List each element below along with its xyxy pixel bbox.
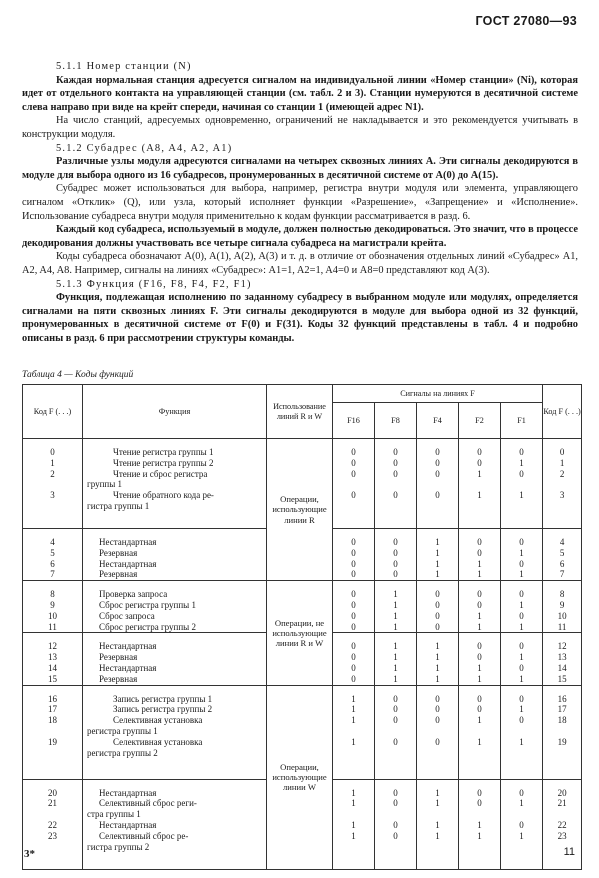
signal-f2-cell (459, 581, 501, 633)
cell-value (333, 479, 374, 490)
cell-value: 0 (351, 537, 356, 547)
function-name: Чтение обратного кода ре- (113, 490, 214, 501)
cell-value: 1 (435, 641, 440, 652)
cell-value: 0 (477, 447, 482, 457)
cell-value: 3 (50, 490, 55, 501)
header-signals: Сигналы на линиях F (333, 385, 543, 403)
cell-value: 0 (519, 662, 524, 673)
cell-value: 1 (351, 819, 356, 830)
table-caption: Таблица 4 — Коды функций (22, 370, 134, 380)
cell-value: 0 (393, 537, 398, 547)
cell-value: 0 (393, 693, 398, 704)
cell-value: 17 (48, 704, 57, 715)
cell-value: 0 (351, 599, 356, 610)
cell-value (333, 726, 374, 737)
cell-value: 0 (477, 457, 482, 468)
cell-value: 1 (519, 798, 524, 809)
cell-value: 19 (557, 736, 567, 747)
function-name: Нестандартная (99, 558, 157, 569)
signal-f8-cell (375, 685, 417, 779)
cell-value: 0 (393, 736, 398, 747)
function-name: Проверка запроса (99, 589, 168, 600)
cell-value: 0 (351, 457, 356, 468)
signal-f8-cell (375, 581, 417, 633)
signal-f2-cell (459, 633, 501, 685)
cell-value (459, 809, 500, 820)
signal-f16-cell (333, 529, 375, 581)
cell-value (543, 809, 581, 820)
code-cell (23, 439, 83, 529)
cell-value: 20 (48, 787, 57, 798)
cell-value: 1 (477, 662, 482, 673)
table-row (23, 581, 582, 633)
cell-value: 12 (48, 641, 57, 652)
code-cell-right (543, 581, 582, 633)
cell-value (23, 809, 82, 820)
signal-f8-cell (375, 439, 417, 529)
header-f16: F16 (333, 403, 375, 439)
cell-value: 1 (435, 673, 440, 684)
cell-value: 1 (477, 830, 482, 841)
cell-value: 0 (351, 662, 356, 673)
signal-f8-cell (375, 779, 417, 869)
cell-value: 12 (557, 641, 567, 652)
function-name: Нестандартная (99, 662, 157, 673)
code-cell-right (543, 779, 582, 869)
cell-value: 0 (519, 468, 524, 479)
cell-value: 0 (519, 641, 524, 652)
cell-value: 0 (351, 589, 356, 600)
table-row (23, 685, 582, 779)
cell-value: 1 (393, 641, 398, 652)
signal-f16-cell (333, 439, 375, 529)
cell-value: 8 (559, 589, 565, 600)
signal-f1-cell (501, 581, 543, 633)
cell-value: 0 (477, 787, 482, 798)
cell-value: 0 (393, 457, 398, 468)
function-cell (83, 779, 267, 869)
cell-value: 0 (477, 589, 482, 600)
cell-value: 1 (435, 819, 440, 830)
paragraph: Различные узлы модуля адресуются сигналами на четырех сквозных линиях A. Эти сигналы декодируются в модуле для выбора одного из 16 субадресов, пронумерованных в десятичной системе от A(0) до A(15). (22, 156, 578, 181)
cell-value (417, 479, 458, 490)
cell-value: 0 (435, 589, 440, 600)
cell-value: 2 (50, 468, 55, 479)
cell-value (417, 726, 458, 737)
cell-value: 0 (519, 589, 524, 600)
cell-value: 0 (393, 830, 398, 841)
usage-cell: Операции, использующие линии W (267, 685, 333, 869)
cell-value: 0 (477, 693, 482, 704)
cell-value: 0 (519, 693, 524, 704)
cell-value: 7 (50, 569, 55, 580)
cell-value: 0 (351, 558, 356, 569)
cell-value: 10 (48, 610, 57, 621)
document-code-header: ГОСТ 27080—93 (475, 14, 577, 28)
signal-f4-cell (417, 633, 459, 685)
cell-value: 1 (477, 558, 482, 569)
function-name: Нестандартная (99, 787, 157, 798)
cell-value: 1 (435, 830, 440, 841)
usage-cell: Операции, использующие линии R (267, 439, 333, 581)
cell-value: 1 (477, 621, 482, 632)
function-name: Селективная установка (113, 715, 203, 726)
cell-value: 0 (519, 558, 524, 569)
cell-value: 22 (557, 819, 567, 830)
function-cell (83, 633, 267, 685)
cell-value (375, 726, 416, 737)
signal-f16-cell (333, 779, 375, 869)
function-name: Запись регистра группы 2 (113, 704, 213, 715)
cell-value: 6 (559, 558, 565, 569)
signal-f16-cell (333, 633, 375, 685)
cell-value: 16 (557, 693, 567, 704)
cell-value: 13 (557, 652, 567, 663)
cell-value: 0 (351, 490, 356, 501)
cell-value: 1 (351, 715, 356, 726)
cell-value: 0 (393, 558, 398, 569)
cell-value: 20 (557, 787, 567, 798)
cell-value: 1 (477, 569, 482, 580)
cell-value (375, 809, 416, 820)
signal-f4-cell (417, 779, 459, 869)
cell-value: 1 (351, 704, 356, 715)
cell-value: 1 (393, 621, 398, 632)
signal-f2-cell (459, 685, 501, 779)
cell-value: 1 (519, 457, 524, 468)
cell-value: 0 (393, 798, 398, 809)
section-5-1-2-title: 5.1.2 Субадрес (A8, A4, A2, A1) (56, 142, 233, 154)
code-cell (23, 633, 83, 685)
function-name: Нестандартная (99, 819, 157, 830)
cell-value: 5 (559, 547, 565, 558)
cell-value: 0 (519, 715, 524, 726)
function-name: гистра группы 1 (87, 500, 150, 511)
cell-value: 0 (393, 490, 398, 501)
cell-value: 1 (393, 662, 398, 673)
signal-f2-cell (459, 529, 501, 581)
cell-value: 11 (48, 621, 57, 632)
cell-value: 1 (393, 652, 398, 663)
function-name: Сброс регистра группы 2 (99, 621, 196, 632)
cell-value: 0 (477, 704, 482, 715)
cell-value: 1 (477, 468, 482, 479)
cell-value: 1 (435, 787, 440, 798)
cell-value: 5 (50, 547, 55, 558)
signal-f1-cell (501, 685, 543, 779)
cell-value: 1 (435, 558, 440, 569)
cell-value (543, 726, 581, 737)
cell-value (23, 479, 82, 490)
function-name: Чтение регистра группы 1 (113, 447, 214, 457)
code-cell (23, 581, 83, 633)
function-name: Резервная (99, 569, 138, 580)
cell-value: 8 (50, 589, 55, 600)
function-name: регистра группы 1 (87, 725, 158, 736)
signal-f1-cell (501, 633, 543, 685)
function-name: Селективная установка (113, 736, 203, 747)
signal-f16-cell (333, 581, 375, 633)
function-name: регистра группы 2 (87, 747, 158, 758)
cell-value: 0 (559, 447, 565, 457)
cell-value: 0 (351, 569, 356, 580)
header-f1: F1 (501, 403, 543, 439)
cell-value (543, 479, 581, 490)
cell-value (375, 479, 416, 490)
cell-value: 16 (48, 693, 57, 704)
table-row (23, 439, 582, 529)
function-cell (83, 685, 267, 779)
function-name: Резервная (99, 673, 138, 684)
function-name: Селективный сброс ре- (99, 830, 189, 841)
cell-value: 21 (48, 798, 57, 809)
signal-f1-cell (501, 529, 543, 581)
cell-value: 1 (351, 787, 356, 798)
cell-value: 0 (477, 641, 482, 652)
cell-value: 11 (557, 621, 567, 632)
signal-f8-cell (375, 529, 417, 581)
code-cell-right (543, 685, 582, 779)
cell-value: 0 (351, 673, 356, 684)
cell-value: 1 (519, 621, 524, 632)
function-name: Нестандартная (99, 641, 157, 652)
usage-cell: Операции, не использующие линии R и W (267, 581, 333, 685)
header-f2: F2 (459, 403, 501, 439)
function-name: Резервная (99, 652, 138, 663)
section-5-1-1-title: 5.1.1 Номер станции (N) (56, 61, 192, 72)
signal-f2-cell (459, 779, 501, 869)
paragraph: Каждый код субадреса, используемый в модуле, должен полностью декодироваться. Это значит, что в процессе декодирования должны участвовать все четыре сигнала субадреса на магистрали крейта. (22, 224, 578, 249)
cell-value: 1 (477, 490, 482, 501)
cell-value: 0 (435, 610, 440, 621)
cell-value: 0 (477, 547, 482, 558)
cell-value: 2 (559, 468, 565, 479)
cell-value: 4 (50, 537, 55, 547)
cell-value: 1 (435, 537, 440, 547)
cell-value: 0 (351, 610, 356, 621)
function-name: Нестандартная (99, 537, 157, 547)
cell-value: 0 (351, 641, 356, 652)
paragraph: Субадрес может использоваться для выбора, например, регистра внутри модуля или элемента, управляющего сигналом «Отклик» (Q), или узла, который исполняет функции «Разрешение», «Запрещение» и «Исполнение». Использование субадреса внутри модуля применительно к кодам функции рассматривается в разд. 6. (22, 183, 578, 222)
cell-value: 0 (435, 457, 440, 468)
cell-value: 0 (477, 537, 482, 547)
paragraph: Каждая нормальная станция адресуется сигналом на индивидуальной линии «Номер станции» (Ni), которая идет от отдельного контакта на управляющей станции (см. табл. 2 и 3). Станции нумеруются в десятичной системе слева направо при виде на крейт спереди, начиная со станции 1 (имеющей адрес N1). (22, 74, 578, 113)
cell-value: 4 (559, 537, 565, 547)
cell-value: 1 (519, 547, 524, 558)
cell-value: 1 (519, 673, 524, 684)
code-cell-right (543, 529, 582, 581)
cell-value: 0 (393, 447, 398, 457)
function-name: стра группы 1 (87, 809, 141, 820)
code-cell (23, 685, 83, 779)
signal-f1-cell (501, 779, 543, 869)
function-name: Запись регистра группы 1 (113, 693, 213, 704)
cell-value (333, 809, 374, 820)
function-cell (83, 581, 267, 633)
cell-value: 0 (393, 715, 398, 726)
cell-value: 1 (351, 830, 356, 841)
cell-value: 0 (393, 569, 398, 580)
header-usage: Использование линий R и W (267, 385, 333, 439)
header-code: Код F (. . .) (23, 385, 83, 439)
cell-value (459, 479, 500, 490)
cell-value: 9 (559, 599, 565, 610)
cell-value: 1 (435, 652, 440, 663)
paragraph: Коды субадреса обозначают A(0), A(1), A(2), A(3) и т. д. в отличие от обозначения отдельных линий «Субадрес» A1, A2, A4, A8. Например, сигналы на линиях «Субадрес»: A1=1, A2=1, A4=0 и A8=0 представляют код A(3). (22, 251, 578, 276)
cell-value: 18 (48, 715, 57, 726)
page-mark: 3* (24, 848, 35, 860)
cell-value: 1 (519, 704, 524, 715)
cell-value: 7 (559, 569, 565, 580)
cell-value: 0 (351, 621, 356, 632)
cell-value: 0 (435, 715, 440, 726)
cell-value: 17 (557, 704, 567, 715)
cell-value: 0 (519, 819, 524, 830)
cell-value: 0 (351, 652, 356, 663)
cell-value: 0 (435, 599, 440, 610)
header-f4: F4 (417, 403, 459, 439)
cell-value (459, 726, 500, 737)
cell-value: 10 (557, 610, 567, 621)
cell-value: 1 (435, 569, 440, 580)
function-name: Сброс регистра группы 1 (99, 599, 196, 610)
cell-value: 1 (393, 673, 398, 684)
cell-value: 1 (351, 798, 356, 809)
cell-value: 14 (557, 662, 567, 673)
cell-value: 0 (435, 447, 440, 457)
cell-value: 0 (393, 468, 398, 479)
function-name: Чтение регистра группы 2 (113, 457, 214, 468)
cell-value (23, 726, 82, 737)
cell-value: 0 (351, 468, 356, 479)
cell-value: 1 (393, 589, 398, 600)
cell-value (417, 809, 458, 820)
paragraph: Функция, подлежащая исполнению по заданному субадресу в выбранном модуле или модулях, определяется сигналами на пяти сквозных линиях F. Эти сигналы декодируются в модуле для выбора одной из 32 функций, пронумерованных в десятичной системе от F(0) и F(31). Коды 32 функций представлены в табл. 4 и подробно описаны в разд. 6 при рассмотрении структуры команды. (22, 292, 578, 344)
cell-value (501, 809, 542, 820)
cell-value: 0 (519, 447, 524, 457)
cell-value: 0 (435, 621, 440, 632)
cell-value: 0 (351, 447, 356, 457)
cell-value: 0 (393, 787, 398, 798)
cell-value: 1 (393, 599, 398, 610)
cell-value: 1 (519, 599, 524, 610)
cell-value: 1 (519, 569, 524, 580)
function-name: Резервная (99, 547, 138, 558)
cell-value (501, 479, 542, 490)
signal-f1-cell (501, 439, 543, 529)
cell-value: 21 (557, 798, 567, 809)
signal-f8-cell (375, 633, 417, 685)
function-name: Сброс запроса (99, 610, 155, 621)
document-body (22, 60, 578, 345)
function-codes-table (22, 384, 582, 870)
cell-value: 1 (435, 662, 440, 673)
cell-value: 1 (435, 798, 440, 809)
header-f8: F8 (375, 403, 417, 439)
page-number: 11 (563, 846, 575, 858)
section-5-1-3-title: 5.1.3 Функция (F16, F8, F4, F2, F1) (56, 278, 252, 290)
cell-value: 1 (477, 673, 482, 684)
cell-value: 0 (435, 736, 440, 747)
cell-value (501, 726, 542, 737)
function-name: гистра группы 2 (87, 841, 150, 852)
cell-value: 0 (435, 693, 440, 704)
signal-f4-cell (417, 685, 459, 779)
cell-value: 15 (557, 673, 567, 684)
cell-value: 0 (435, 490, 440, 501)
cell-value: 6 (50, 558, 55, 569)
cell-value: 0 (519, 610, 524, 621)
header-code-right: Код F (. . .) (543, 385, 582, 439)
cell-value: 1 (519, 652, 524, 663)
cell-value: 1 (435, 547, 440, 558)
cell-value: 0 (477, 798, 482, 809)
cell-value: 19 (48, 736, 57, 747)
function-name: Чтение и сброс регистра (113, 468, 208, 479)
cell-value: 0 (435, 468, 440, 479)
cell-value: 1 (477, 610, 482, 621)
cell-value: 1 (559, 457, 565, 468)
cell-value: 0 (393, 704, 398, 715)
cell-value: 23 (557, 830, 567, 841)
cell-value: 0 (477, 599, 482, 610)
cell-value: 1 (477, 819, 482, 830)
signal-f2-cell (459, 439, 501, 529)
signal-f4-cell (417, 581, 459, 633)
cell-value: 1 (351, 693, 356, 704)
function-name: группы 1 (87, 479, 123, 490)
cell-value: 1 (519, 830, 524, 841)
cell-value: 18 (557, 715, 567, 726)
cell-value: 0 (50, 447, 55, 457)
cell-value: 1 (519, 490, 524, 501)
cell-value: 0 (477, 652, 482, 663)
cell-value: 1 (477, 715, 482, 726)
cell-value: 0 (519, 787, 524, 798)
cell-value: 0 (393, 819, 398, 830)
signal-f4-cell (417, 529, 459, 581)
cell-value: 22 (48, 819, 57, 830)
signal-f16-cell (333, 685, 375, 779)
function-cell (83, 529, 267, 581)
function-name: Селективный сброс реги- (99, 798, 197, 809)
signal-f4-cell (417, 439, 459, 529)
function-cell (83, 439, 267, 529)
cell-value: 23 (48, 830, 57, 841)
code-cell-right (543, 439, 582, 529)
cell-value: 1 (351, 736, 356, 747)
cell-value: 1 (393, 610, 398, 621)
cell-value: 1 (519, 736, 524, 747)
cell-value: 0 (519, 537, 524, 547)
cell-value: 1 (50, 457, 55, 468)
cell-value: 1 (477, 736, 482, 747)
cell-value: 9 (50, 599, 55, 610)
cell-value: 14 (48, 662, 57, 673)
cell-value: 13 (48, 652, 57, 663)
header-function: Функция (83, 385, 267, 439)
cell-value: 0 (393, 547, 398, 558)
cell-value: 0 (435, 704, 440, 715)
cell-value: 0 (351, 547, 356, 558)
paragraph: На число станций, адресуемых одновременно, ограничений не накладывается и это рекомендуется учитывать в конструкции модуля. (22, 115, 578, 140)
cell-value: 15 (48, 673, 57, 684)
cell-value: 3 (559, 490, 565, 501)
code-cell (23, 529, 83, 581)
code-cell-right (543, 633, 582, 685)
